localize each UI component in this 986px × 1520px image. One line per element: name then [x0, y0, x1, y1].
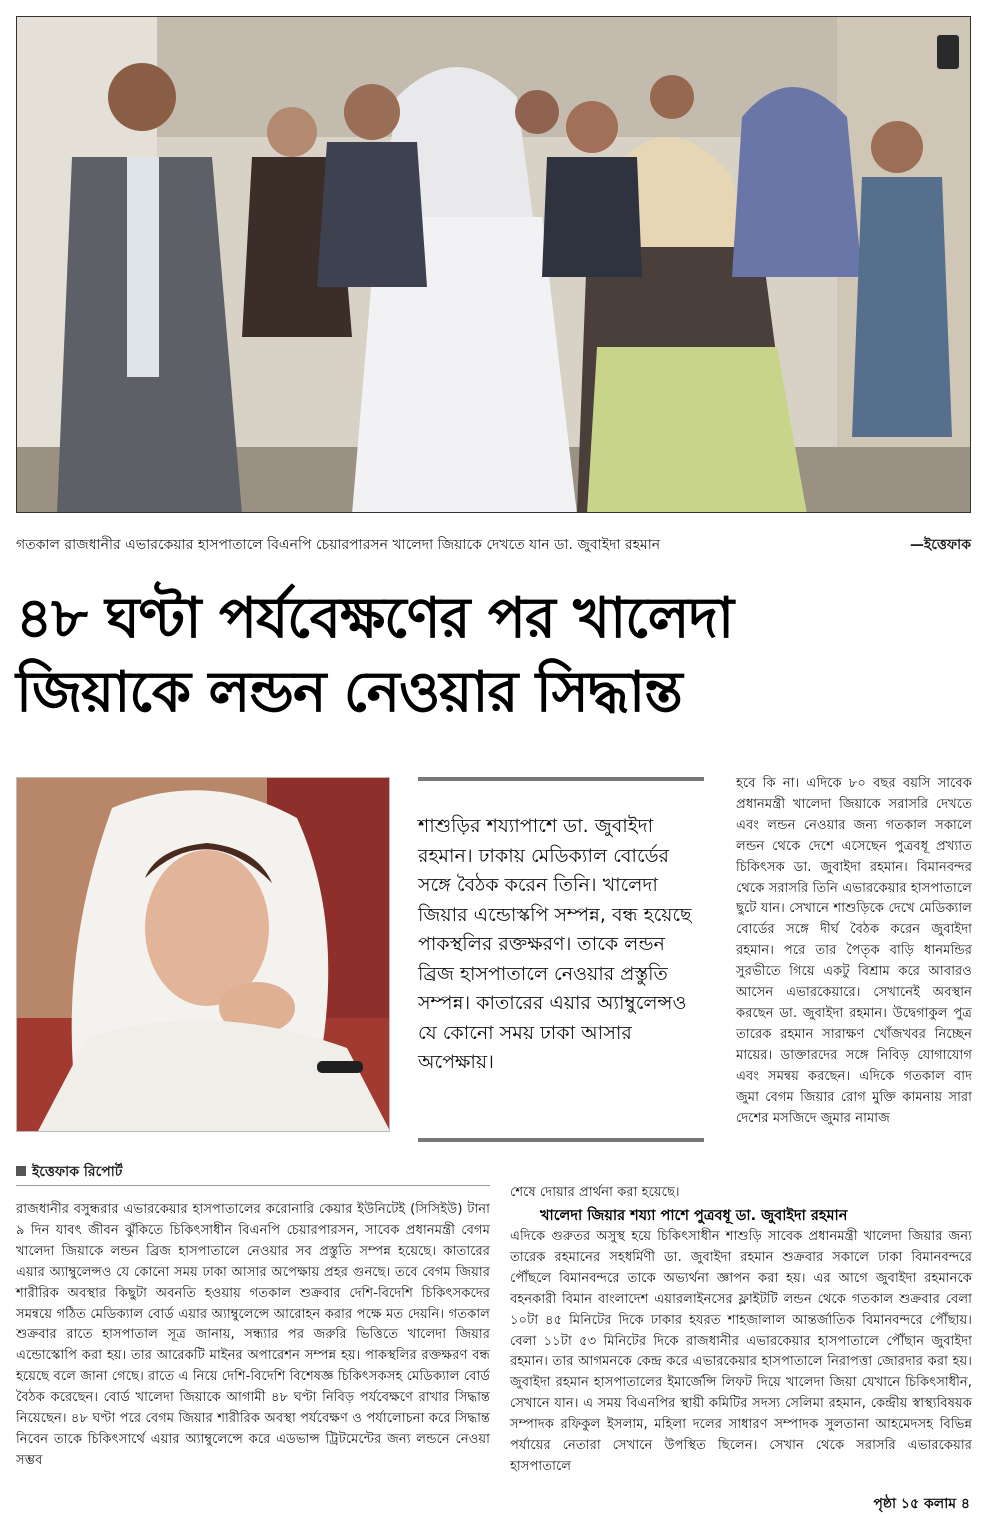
highlight-text: শাশুড়ির শয্যাপাশে ডা. জুবাইদা রহমান। ঢাকায় মেডিক্যাল বোর্ডের সঙ্গে বৈঠক করেন তিনি। খালেদা জিয়ার এন্ডোস্কপি সম্পন্ন, বন্ধ হয়েছে পাকস্থলির রক্তক্ষরণ। তাকে লন্ডন ব্রিজ হাসপাতালে নেওয়ার প্রস্তুতি সম্পন্ন। কাতারের এয়ার অ্যাম্বুলেন্সও যে কোনো সময় ঢাকা আসার অপেক্ষায়। — [418, 815, 692, 1073]
byline-square-icon — [16, 1166, 26, 1176]
subhead: খালেদা জিয়ার শয্যা পাশে পুত্রবধূ ডা. জুবাইদা রহমান — [540, 1208, 848, 1224]
photo-caption-row — [16, 534, 971, 556]
continued-page-ref: পৃষ্ঠা ১৫ কলাম ৪ — [873, 1496, 970, 1512]
headline-line-1: ৪৮ ঘণ্টা পর্যবেক্ষণের পর খালেদা — [16, 586, 734, 651]
right-column-text: হবে কি না। এদিকে ৮০ বছর বয়সি সাবেক প্রধানমন্ত্রী খালেদা জিয়াকে সরাসরি দেখতে এবং লন্ডন নেওয়ার জন্য গতকাল সকালে লন্ডন থেকে দেশে এসেছেন পুত্রবধূ প্রখ্যাত চিকিৎসক ডা. জুবাইদা রহমান। বিমানবন্দর থেকে সরাসরি তিনি এভারকেয়ার হাসপাতালে ছুটে যান। সেখানে শাশুড়িকে দেখে মেডিক্যাল বোর্ডের সঙ্গে দীর্ঘ বৈঠক করেন জুবাইদা রহমান। পরে তার পৈতৃক বাড়ি ধানমন্ডির সুরভীতে গিয়ে একটু বিশ্রাম করে আবারও আসেন এভারকেয়ারে। সেখানেই অবস্থান করছেন ডা. জুবাইদা রহমান। উদ্বেগাকুল পুত্র তারেক রহমান সারাক্ষণ খোঁজখবর নিচ্ছেন মায়ের। ডাক্তারদের সঙ্গে নিবিড় যোগাযোগ এবং সমন্বয় করছেন। এদিকে গতকাল বাদ জুমা বেগম জিয়ার রোগ মুক্তি কামনায় সারা দেশের মসজিদে জুমার নামাজ — [736, 776, 972, 1126]
lead-photo — [16, 16, 971, 513]
byline-rule — [16, 1185, 490, 1186]
headline-line-2: জিয়াকে লন্ডন নেওয়ার সিদ্ধান্ত — [16, 660, 682, 725]
highlight-rule-bottom — [418, 1138, 704, 1142]
left-column-text: রাজধানীর বসুন্ধরার এভারকেয়ার হাসপাতালের করোনারি কেয়ার ইউনিটেই (সিসিইউ) টানা ৯ দিন যাবৎ জীবন ঝুঁকিতে চিকিৎসাধীন বিএনপি চেয়ারপারসন, সাবেক প্রধানমন্ত্রী বেগম খালেদা জিয়াকে লন্ডন ব্রিজ হাসপাতালে নেওয়ার সব প্রস্তুতি সম্পন্ন হয়েছে। কাতারের এয়ার অ্যাম্বুলেন্সও যে কোনো সময় ঢাকা আসার অপেক্ষায় প্রহর গুনছে। তবে বেগম জিয়ার শারীরিক অবস্থার কিছুটা অবনতি হওয়ায় গতকাল শুক্রবার দেশি-বিদেশি চিকিৎসকদের সমন্বয়ে গঠিত মেডিক্যাল বোর্ড এয়ার অ্যাম্বুলেন্সে আরোহন করার পক্ষে মত দেয়নি। গতকাল শুক্রবার রাতে হাসপাতাল সূত্র জানায়, সন্ধ্যার পর জরুরি ভিত্তিতে খালেদা জিয়ার এন্ডোস্কোপি করা হয়। তার আরেকটি মাইনর অপারেশন সম্পন্ন হয়। পাকস্থলির রক্তক্ষরণ বন্ধ হয়েছে বলে জানা গেছে। রাতে এ নিয়ে দেশি-বিদেশি বিশেষজ্ঞ চিকিৎসকসহ মেডিক্যাল বোর্ড বৈঠক করেছেন। বোর্ড খালেদা জিয়াকে আগামী ৪৮ ঘণ্টা নিবিড় পর্যবেক্ষণে রাখার সিদ্ধান্ত নিয়েছেন। ৪৮ ঘণ্টা পরে বেগম জিয়ার শারীরিক অবস্থা পর্যবেক্ষণ ও পর্যালোচনা করে সিদ্ধান্ত নিবেন তাকে চিকিৎসার্থে এয়ার অ্যাম্বুলেন্সে করে এডভান্স ট্রিটমেন্টের জন্য লন্ডনে নেওয়া সম্ভব — [16, 1202, 490, 1468]
portrait-photo — [16, 777, 390, 1132]
highlight-rule-top — [418, 777, 704, 781]
photo-caption: গতকাল রাজধানীর এভারকেয়ার হাসপাতালে বিএনপি চেয়ারপারসন খালেদা জিয়াকে দেখতে যান ডা. জুবাইদা রহমান — [16, 537, 661, 553]
headline — [16, 582, 971, 730]
reporter-name: ইত্তেফাক রিপোর্ট — [32, 1164, 123, 1180]
reporter-byline — [16, 1162, 416, 1182]
middle-column-text: এদিকে গুরুতর অসুস্থ হয়ে চিকিৎসাধীন শাশুড়ি সাবেক প্রধানমন্ত্রী খালেদা জিয়ার জন্য তারেক রহমানের সহধর্মিণী ডা. জুবাইদা রহমান শুক্রবার সকালে ঢাকা বিমানবন্দরে পৌঁছলে বিমানবন্দরে তাকে অভ্যর্থনা জ্ঞাপন করা হয়। এর আগে জুবাইদা রহমানকে বহনকারী বিমান বাংলাদেশ এয়ারলাইনসের ফ্লাইটটি লন্ডন থেকে গতকাল শুক্রবার বেলা ১০টা ৪৫ মিনিটের দিকে ঢাকার হযরত শাহজালাল আন্তর্জাতিক বিমানবন্দরে পৌঁছায়। বেলা ১১টা ৫৩ মিনিটের দিকে রাজধানীর এভারকেয়ার হাসপাতালে পৌঁছান জুবাইদা রহমান। তার আগমনকে কেন্দ্র করে এভারকেয়ার হাসপাতালে নিরাপত্তা জোরদার করা হয়। জুবাইদা রহমান হাসপাতালের ইমার্জেন্সি লিফট দিয়ে খালেদা জিয়া যেখানে চিকিৎসাধীন, সেখানে যান। এ সময় বিএনপির স্থায়ী কমিটির সদস্য সেলিমা রহমান, কেন্দ্রীয় স্বাস্থ্যবিষয়ক সম্পাদক রফিকুল ইসলাম, মহিলা দলের সাধারণ সম্পাদক সুলতানা আহমেদসহ বিভিন্ন পর্যায়ের নেতারা সেখানে উপস্থিত ছিলেন। সেখান থেকে সরাসরি এভারকেয়ার হাসপাতালে — [510, 1229, 972, 1474]
photo-credit: —ইত্তেফাক — [909, 537, 971, 553]
middle-column-tail: শেষে দোয়ার প্রার্থনা করা হয়েছে। — [510, 1185, 680, 1200]
